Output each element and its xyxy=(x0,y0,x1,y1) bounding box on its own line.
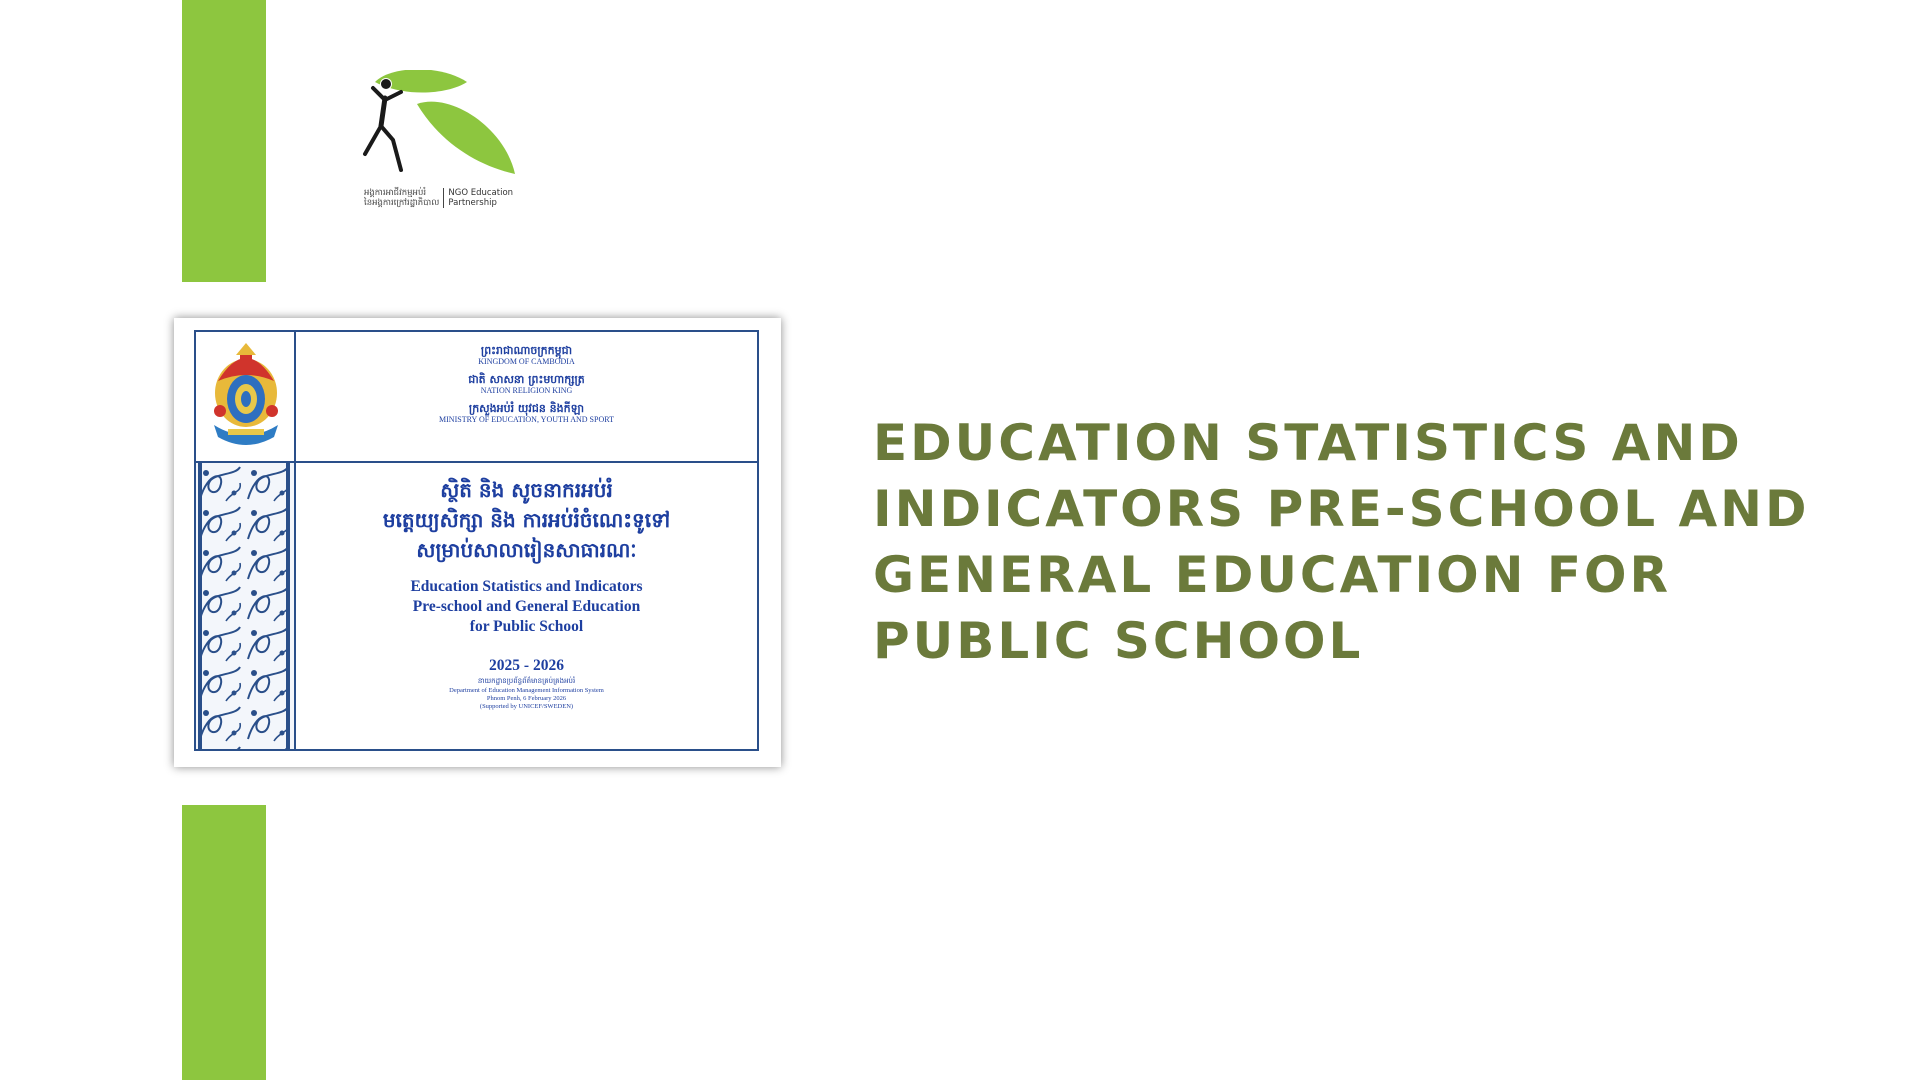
accent-bar-bottom xyxy=(182,805,266,1080)
cover-title-en-3: for Public School xyxy=(469,618,584,635)
cover-nation-km: ជាតិ សាសនា ព្រះមហាក្សត្រ xyxy=(468,373,585,386)
cover-kingdom-km: ព្រះរាជាណាចក្រកម្ពុជា xyxy=(480,344,573,357)
nep-leaf-figure-icon xyxy=(355,70,525,188)
cover-title-en-1: Education Statistics and Indicators xyxy=(410,578,643,595)
cover-frame xyxy=(194,330,759,751)
crest-panel xyxy=(196,332,296,463)
cover-title-km-1: ស្ថិតិ និង សូចនាករអប់រំ xyxy=(440,478,613,502)
logo-khmer-line-2: នៃអង្គការក្រៅរដ្ឋាភិបាល xyxy=(364,198,440,208)
cover-nation-en: NATION RELIGION KING xyxy=(480,386,573,395)
ngo-education-partnership-logo xyxy=(355,70,525,215)
cover-body xyxy=(296,463,757,749)
cover-header xyxy=(296,332,757,463)
page-title: EDUCATION STATISTICS AND INDICATORS PRE-SCHOOL AND GENERAL EDUCATION FOR PUBLIC SCHOOL xyxy=(873,414,1810,670)
cover-title-en-2: Pre-school and General Education xyxy=(412,598,641,615)
report-cover-image xyxy=(174,318,781,767)
cover-ministry-en: MINISTRY OF EDUCATION, YOUTH AND SPORT xyxy=(439,415,614,424)
cover-place-date: Phnom Penh, 6 February 2026 xyxy=(486,695,567,702)
cover-department-km: នាយកដ្ឋានប្រព័ន្ធព័ត៌មានគ្រប់គ្រងអប់រំ xyxy=(477,677,576,685)
cover-title-km-3: សម្រាប់សាលារៀនសាធារណៈ xyxy=(416,538,637,562)
cover-support: (Supported by UNICEF/SWEDEN) xyxy=(479,703,574,710)
accent-bar-top xyxy=(182,0,266,282)
cover-department-en: Department of Education Management Information System xyxy=(449,687,604,694)
cover-ministry-km: ក្រសួងអប់រំ យុវជន និងកីឡា xyxy=(468,402,585,415)
cover-kingdom-en: KINGDOM OF CAMBODIA xyxy=(478,357,575,366)
logo-khmer-line-1: អង្គការអាជីវកម្មអប់រំ xyxy=(364,188,427,198)
cover-year: 2025 - 2026 xyxy=(489,657,564,674)
ministry-crest-icon xyxy=(204,341,288,453)
logo-english-line-2: Partnership xyxy=(448,198,497,208)
cover-title-km-2: មត្តេយ្យសិក្សា និង ការអប់រំចំណេះទូទៅ xyxy=(382,508,671,532)
logo-english-line-1: NGO Education xyxy=(448,188,514,198)
decorative-pattern-column xyxy=(196,463,296,749)
